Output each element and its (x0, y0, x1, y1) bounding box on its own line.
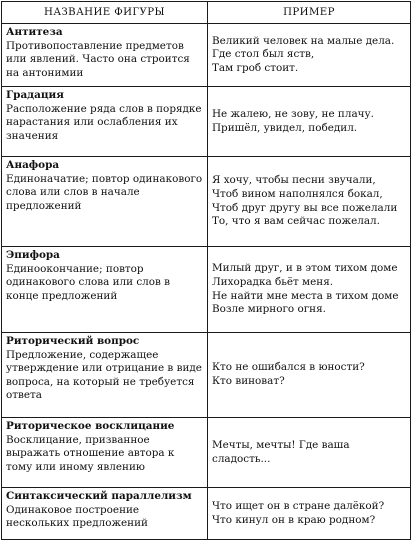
example-cell: Мечты, мечты! Где ваша сладость... (208, 418, 411, 488)
figure-name: Синтаксический параллелизм (6, 490, 192, 502)
figure-description: Единоначатие; повтор одинакового слова или слов в начале предложений (6, 172, 203, 212)
example-cell: Я хочу, чтобы песни звучали, Чтоб вином наполнялся бокал, Чтоб друг другу вы все пожелали То, что я вам сейчас пожелал. (208, 157, 411, 247)
figure-cell (2, 24, 208, 87)
figure-name: Риторический вопрос (6, 335, 140, 347)
figure-description: Единоокончание; повтор одинакового слова или слов в конце предложений (6, 262, 171, 302)
table-row (2, 247, 411, 333)
figure-cell (2, 247, 208, 333)
example-cell: Не жалею, не зову, не плачу. Пришёл, увидел, победил. (208, 87, 411, 157)
figure-cell (2, 157, 208, 247)
table-row (2, 418, 411, 488)
table-row (2, 157, 411, 247)
example-cell: Что ищет он в стране далёкой? Что кинул он в краю родном? (208, 488, 411, 540)
figure-cell (2, 333, 208, 418)
example-cell: Кто не ошибался в юности? Кто виноват? (208, 333, 411, 418)
header-row (2, 2, 411, 24)
figure-description: Восклицание, призванное выражать отношение автора к тому или иному явлению (6, 433, 175, 473)
figures-table (1, 1, 411, 540)
header-figure-name: НАЗВАНИЕ ФИГУРЫ (2, 2, 208, 24)
table-row (2, 24, 411, 87)
figure-name: Риторическое восклицание (6, 420, 175, 432)
figure-name: Градация (6, 89, 64, 101)
figure-name: Антитеза (6, 26, 63, 38)
example-cell: Великий человек на малые дела. Где стол был яств, Там гроб стоит. (208, 24, 411, 87)
figure-cell (2, 87, 208, 157)
table-row (2, 87, 411, 157)
figure-name: Эпифора (6, 249, 60, 261)
figure-cell (2, 418, 208, 488)
figure-description: Расположение ряда слов в порядке нарастания или ослабления их значения (6, 102, 202, 142)
example-cell: Милый друг, и в этом тихом доме Лихорадка бьёт меня. Не найти мне места в тихом доме Возле мирного огня. (208, 247, 411, 333)
figure-description: Одинаковое построение нескольких предложений (6, 503, 148, 530)
figure-name: Анафора (6, 159, 60, 171)
table-row (2, 333, 411, 418)
header-example: ПРИМЕР (208, 2, 411, 24)
table-row (2, 488, 411, 540)
figure-description: Противопоставление предметов или явлений. Часто она строится на антонимии (6, 39, 190, 79)
figure-description: Предложение, содержащее утверждение или отрицание в виде вопроса, на который не требуется ответа (6, 348, 202, 402)
figure-cell (2, 488, 208, 540)
